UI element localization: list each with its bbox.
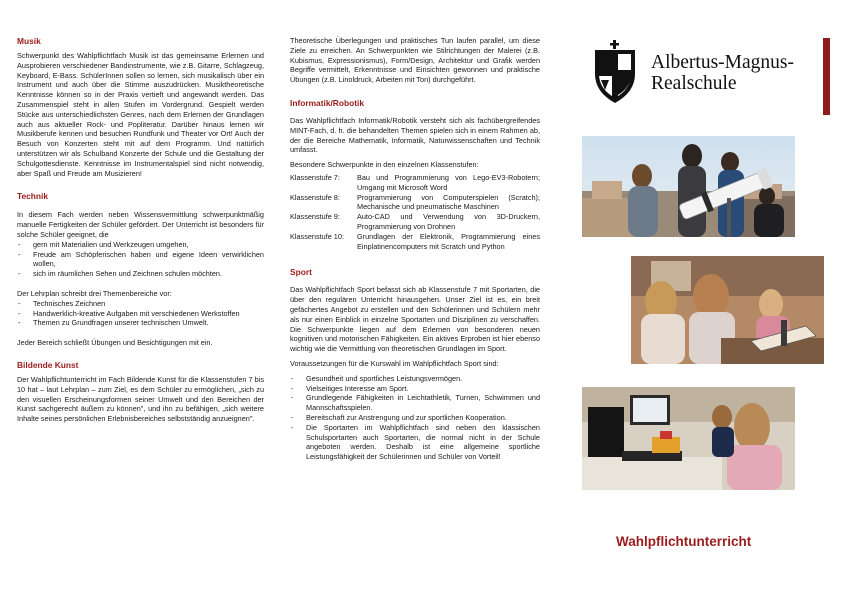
- school-logo: [593, 40, 842, 120]
- shield-cross-logo-icon: [593, 40, 637, 104]
- list-item: - gern mit Materialien und Werkzeugen umgehen,: [17, 240, 264, 250]
- schwerpunkte-intro: Besondere Schwerpunkte in den einzelnen Klassenstufen:: [290, 160, 479, 170]
- list-item: - sich im räumlichen Sehen und Zeichnen schulen möchten.: [17, 269, 264, 279]
- school-name-line1: Albertus-Magnus-: [651, 52, 794, 73]
- list-item: - Vielseitiges Interesse am Sport.: [290, 384, 540, 394]
- school-name-line2: Realschule: [651, 73, 737, 94]
- class-desc: Bau und Programmierung von Lego-EV3-Robotern; Umgang mit Microsoft Word: [357, 172, 540, 192]
- list-item: - Die Sportarten im Wahlpflichtfach sind neben den klassischen Schulsportarten auch Sportarten, die normal nicht in der Schule angeboten werden. Deshalb ist eine allgemeine sportliche Leistungsfähigkeit der Schülerinnen und Schüler von Vorteil!: [290, 423, 540, 462]
- table-row: [290, 232, 540, 252]
- musik-text: Schwerpunkt des Wahlpflichtfach Musik ist das gemeinsame Erlernen und Ausprobieren verschiedener Bandinstrumente, wie z.B. Gitarre, Schlagzeug, Keyboard, E-Bass. SchülerInnen sollen so lernen, sich musikalisch über ein Instrument und auch über die Stimme auszudrücken. Musiktheoretische Kenntnisse können so in der Praxis vertieft und angewandt werden. Das Zusammenspiel steht in allen Stufen im Vordergrund. Gespielt werden Stücke aus unterschiedlichsten Genres, nach dem Erlernen der Grundlagen auch aus aktueller Rock- und Popliteratur. Darüber hinaus lernen wir Musikberufe kennen und besuchen Rundfunk und Theater vor Ort! Auch der Besuch von Konzerten steht mit auf dem Programm. Und natürlich unterstützen wir als Schulband Konzerte der Schule und die Gestaltung der Schulgottesdienste. Kenntnisse im Instrumentalspiel sind nicht notwendig, aber Spaß und Freude am Musizieren!: [17, 51, 264, 178]
- column-left: [17, 0, 264, 595]
- table-row: [290, 193, 540, 213]
- list-item: - Gesundheit und sportliches Leistungsvermögen.: [290, 374, 540, 384]
- sport-list: [290, 374, 540, 462]
- class-label: Klassenstufe 7:: [290, 172, 340, 182]
- voraussetzungen-intro: Voraussetzungen für die Kurswahl im Wahlpflichtfach Sport sind:: [290, 358, 499, 368]
- kunst-text: Der Wahlpflichtunterricht im Fach Bildende Kunst für die Klassenstufen 7 bis 10 hat – laut Lehrplan – zum Ziel, es dem Schüler zu ermöglichen, „sich zu den visuellen Erscheinungsformen seiner Umwelt und den Bereichen der Kunst sachgerecht äußern zu können", und ihn zu befähigen, „sich weitere Inhalte seines persönlichen Erlebnisbereiches selbstständig anzueignen".: [17, 374, 264, 424]
- brochure-title: Wahlpflichtunterricht: [616, 534, 752, 549]
- informatik-intro: Das Wahlpflichtfach Informatik/Robotik versteht sich als fachübergreifendes MINT-Fach, d. h. die behandelten Themen spielen sich in einem Rahmen ab, der die Bereiche Mathematik, Informatik, Naturwissenschaften und Technik umfasst.: [290, 115, 540, 155]
- technik-closing: Jeder Bereich schließt Übungen und Besichtigungen mit ein.: [17, 338, 213, 348]
- accent-bar: [823, 38, 830, 115]
- class-label: Klassenstufe 8:: [290, 192, 340, 202]
- technik-list: [17, 240, 264, 279]
- photo-robotics: [582, 387, 795, 490]
- sport-text: Das Wahlpflichtfach Sport befasst sich ab Klassenstufe 7 mit Sportarten, die über den regulären Unterricht hinausgehen. Unser Ziel ist es, ein breit gefächertes Angebot zu erstellen und den Schülerinnen und Schülern mehr als nur einen Einblick in einzelne Sportarten und Disziplinen zu verschaffen. Die Schwerpunkte liegen auf dem Erlernen von besonderen neuen kognitiven und motorischen Fähigkeiten. Ein aktives Erproben ist hier ebenso wichtig wie die Vermittlung von theoretischen Grundlagen im Sport.: [290, 285, 540, 354]
- technik-intro: In diesem Fach werden neben Wissensvermittlung schwerpunktmäßig manuelle Fertigkeiten der Schüler gefördert. Der Unterricht ist besonders für solche Schüler geeignet, die: [17, 210, 264, 239]
- list-item: - Technisches Zeichnen: [17, 299, 264, 309]
- lehrplan-intro: Der Lehrplan schreibt drei Themenbereiche vor:: [17, 288, 172, 298]
- column-cover: [578, 0, 842, 595]
- list-item: - Themen zu Grundfragen unserer technischen Umwelt.: [17, 318, 264, 328]
- list-item: - Bereitschaft zur Anstrengung und zur sportlichen Kooperation.: [290, 413, 540, 423]
- school-name: [651, 52, 794, 94]
- list-item: - Freude am Schöpferischen haben und eigene Ideen verwirklichen wollen,: [17, 250, 264, 270]
- class-desc: Programmierung von Computerspielen (Scratch); Mechanische und pneumatische Maschinen: [357, 192, 540, 212]
- class-label: Klassenstufe 10:: [290, 231, 344, 241]
- sport-heading: Sport: [290, 267, 312, 278]
- class-desc: Auto-CAD und Verwendung von 3D-Druckern, Programmierung von Drohnen: [357, 212, 540, 231]
- table-row: [290, 173, 540, 193]
- class-schedule: [290, 173, 540, 251]
- lehrplan-list: [17, 299, 264, 328]
- kunst-continued-text: Theoretische Überlegungen und praktisches Tun laufen parallel, um diese Ziele zu erreichen. An Schwerpunkten wie Stilrichtungen der Malerei (z.B. Kubismus, Expressionismus), Form/Design, Architektur und Grafik werden Begriffe vermittelt, Erkenntnisse und Einsichten gewonnen und praktische Übungen (z.B. Linoldruck, Arbeiten mit Ton) durchgeführt.: [290, 36, 540, 85]
- photo-telescope: [582, 136, 795, 237]
- musik-heading: Musik: [17, 36, 41, 46]
- list-item: - Handwerklich-kreative Aufgaben mit verschiedenen Werkstoffen: [17, 309, 264, 319]
- kunst-heading: Bildende Kunst: [17, 359, 79, 370]
- class-desc: Grundlagen der Elektronik, Programmierung eines Einplatinencomputers mit Scratch und Python: [357, 231, 540, 251]
- table-row: [290, 212, 540, 232]
- photo-workshop: [631, 256, 824, 364]
- column-middle: [290, 0, 540, 595]
- list-item: - Grundlegende Fähigkeiten in Leichtathletik, Turnen, Schwimmen und Mannschaftsspielen.: [290, 393, 540, 413]
- technik-heading: Technik: [17, 191, 49, 202]
- informatik-heading: Informatik/Robotik: [290, 97, 364, 108]
- class-label: Klassenstufe 9:: [290, 212, 340, 222]
